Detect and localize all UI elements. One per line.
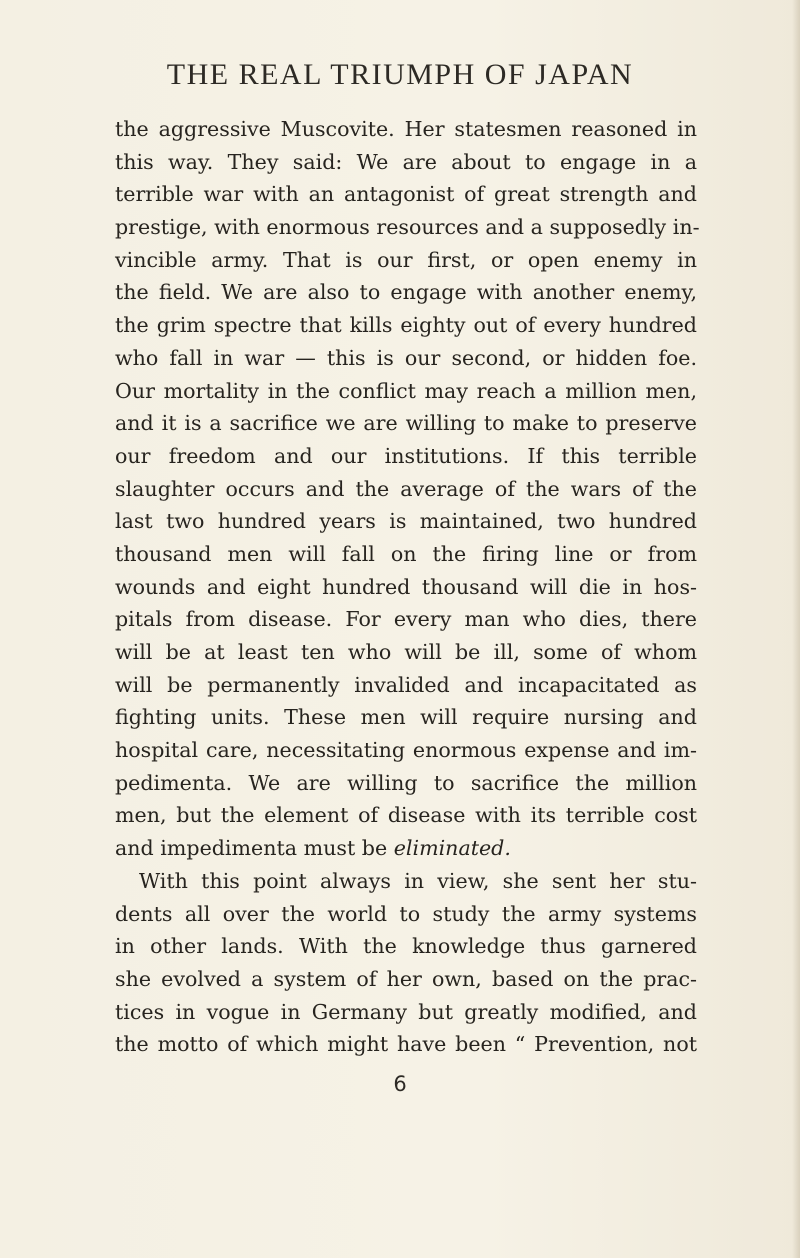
text-line: this way. They said: We are about to engage in a bbox=[115, 149, 697, 174]
text-line: Our mortality in the conflict may reach a million men, bbox=[115, 378, 697, 403]
text-line: men, but the element of disease with its terrible cost bbox=[115, 803, 697, 828]
text-line: our freedom and our institutions. If this terrible bbox=[115, 443, 697, 468]
text-line: last two hundred years is maintained, two hundred bbox=[115, 509, 697, 534]
text-line: slaughter occurs and the average of the wars of the bbox=[115, 476, 697, 501]
text-line: thousand men will fall on the firing line or from bbox=[115, 541, 697, 566]
italic-word: eliminated. bbox=[393, 836, 511, 861]
text-line: will be permanently invalided and incapacitated as bbox=[115, 672, 697, 697]
paragraph-first-line: With this point always in view, she sent her stu- bbox=[139, 868, 697, 893]
text-line: terrible war with an antagonist of great strength and bbox=[115, 182, 697, 207]
text-line: fighting units. These men will require nursing and bbox=[115, 705, 697, 730]
text-line: the grim spectre that kills eighty out of every hundred bbox=[115, 313, 697, 338]
text-line: wounds and eight hundred thousand will die in hos- bbox=[115, 574, 697, 599]
body-text bbox=[115, 113, 700, 1061]
text-line: the field. We are also to engage with another enemy, bbox=[115, 280, 697, 305]
text-line: prestige, with enormous resources and a supposedly in- bbox=[115, 215, 700, 240]
running-head: THE REAL TRIUMPH OF JAPAN bbox=[166, 58, 634, 91]
emphasis-line bbox=[115, 832, 697, 865]
text-line: pitals from disease. For every man who dies, there bbox=[115, 607, 697, 632]
text-line: the aggressive Muscovite. Her statesmen reasoned in bbox=[115, 117, 697, 141]
text-line: tices in vogue in Germany but greatly modified, and bbox=[115, 999, 697, 1024]
text-line: she evolved a system of her own, based on the prac- bbox=[115, 966, 697, 991]
text-line: vincible army. That is our first, or open enemy in bbox=[115, 247, 697, 272]
text-line: pedimenta. We are willing to sacrifice the million bbox=[115, 770, 697, 795]
text-line: who fall in war — this is our second, or hidden foe. bbox=[115, 345, 697, 370]
text-line: and it is a sacrifice we are willing to make to preserve bbox=[115, 411, 697, 436]
emphasis-line-lead: and impedimenta must be bbox=[115, 836, 394, 861]
text-line: dents all over the world to study the army systems bbox=[115, 901, 697, 926]
page-edge-shadow bbox=[792, 0, 800, 1258]
text-line: in other lands. With the knowledge thus garnered bbox=[115, 934, 697, 959]
text-line: will be at least ten who will be ill, some of whom bbox=[115, 640, 697, 664]
page-number: 6 bbox=[393, 1072, 407, 1096]
text-line: the motto of which might have been “ Prevention, not bbox=[115, 1032, 697, 1057]
text-line: hospital care, necessitating enormous expense and im- bbox=[115, 738, 697, 763]
